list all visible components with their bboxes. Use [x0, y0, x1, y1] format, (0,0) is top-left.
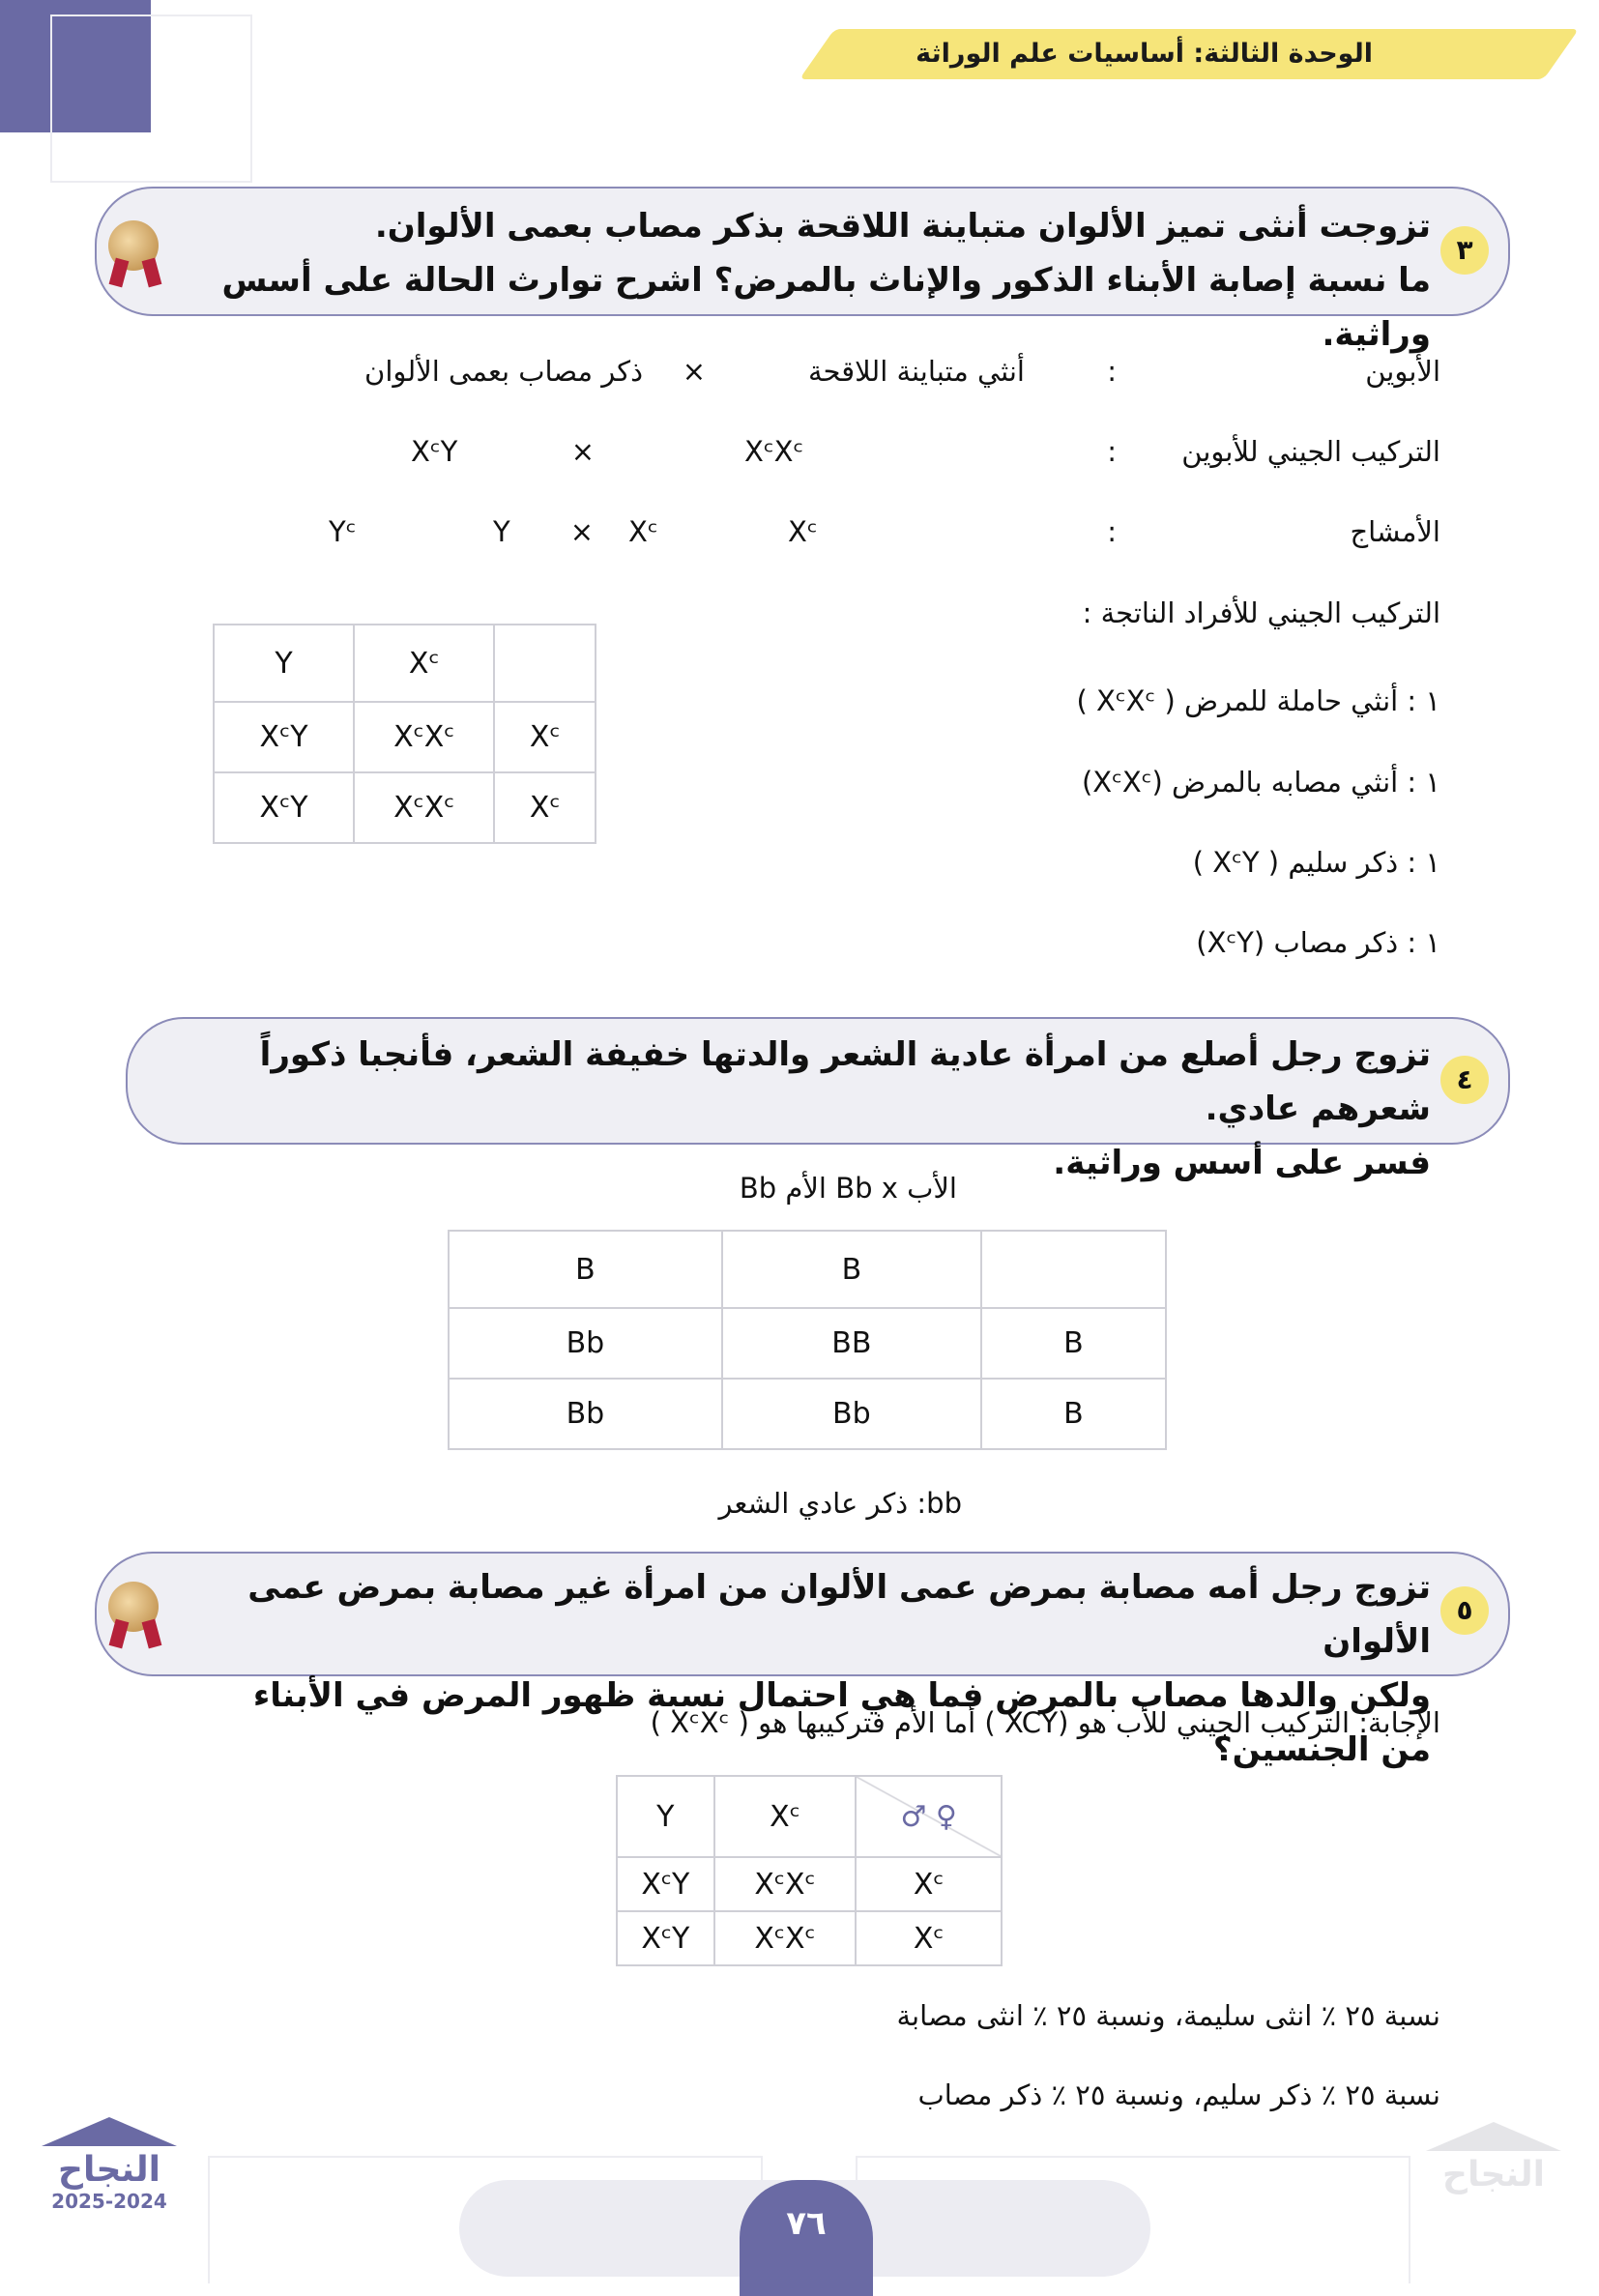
page-number: ٧٦	[740, 2180, 873, 2296]
offspring-line: ١ : أنثي مصابه بالمرض (XᶜXᶜ)	[1081, 766, 1440, 799]
result-line: bb: ذكر عادي الشعر	[718, 1487, 962, 1520]
offspring-title: التركيب الجيني للأفراد الناتجة :	[1082, 596, 1440, 629]
question-number: ٤	[1440, 1056, 1489, 1104]
punnett-square-q3: Y Xᶜ XᶜY XᶜXᶜ Xᶜ XᶜY XᶜXᶜ Xᶜ	[213, 624, 596, 844]
ratio-line: نسبة ٢٥ ٪ ذكر سليم، ونسبة ٢٥ ٪ ذكر مصاب	[917, 2078, 1440, 2111]
watermark-logo: النجاح	[1421, 2122, 1566, 2248]
offspring-line: ١ : ذكر مصاب (XᶜY)	[1196, 926, 1440, 959]
ratio-line: نسبة ٢٥ ٪ انثى سليمة، ونسبة ٢٥ ٪ انثى مصابة	[896, 1999, 1440, 2032]
label-parents: الأبوين	[1365, 355, 1440, 388]
label-gametes: الأمشاج	[1350, 515, 1440, 548]
parent-male: ذكر مصاب بعمى الألوان	[364, 355, 643, 388]
offspring-line: ١ : ذكر سليم ( XᶜY )	[1192, 846, 1440, 879]
parent-female: أنثي متباينة اللاقحة	[807, 355, 1025, 388]
offspring-line: ١ : أنثي حاملة للمرض ( XᶜXᶜ )	[1076, 684, 1440, 717]
gamete: Xᶜ	[788, 515, 818, 548]
punnett-square-q4: B B Bb BB B Bb Bb B	[448, 1230, 1167, 1450]
cap-icon	[42, 2117, 177, 2146]
punnett-square-q5: Y Xᶜ ♂ ♀ XᶜY XᶜXᶜ Xᶜ XᶜY XᶜXᶜ Xᶜ	[616, 1775, 1003, 1966]
unit-title: الوحدة الثالثة: أساسيات علم الوراثة	[916, 39, 1373, 69]
cross-line: الأب Bb x الأم Bb	[739, 1172, 957, 1205]
gamete: Yᶜ	[329, 515, 357, 548]
cap-icon	[1426, 2122, 1561, 2151]
question-number: ٣	[1440, 226, 1489, 275]
gamete: Y	[493, 515, 510, 548]
answer-line: الإجابة: التركيب الجيني للأب هو (XCY ) أما الأم فتركيبها هو ( XᶜXᶜ )	[650, 1706, 1440, 1739]
question-number: ٥	[1440, 1586, 1489, 1635]
sex-symbols-icon: ♂ ♀	[856, 1776, 1002, 1857]
gamete: Xᶜ	[628, 515, 658, 548]
decorative-frame	[50, 15, 252, 183]
male-genotype: XᶜY	[411, 435, 458, 468]
label-parent-genotype: التركيب الجيني للأبوين	[1181, 435, 1440, 468]
question-text: تزوج رجل أصلع من امرأة عادية الشعر والدتها خفيفة الشعر، فأنجبا ذكوراً شعرهم عادي. فسر على أسس وراثية.	[259, 1035, 1431, 1182]
logo: النجاح 2025-2024	[37, 2117, 182, 2252]
question-text: تزوجت أنثى تميز الألوان متباينة اللاقحة بذكر مصاب بعمى الألوان. ما نسبة إصابة الأبناء الذكور والإناث بالمرض؟ اشرح توارث الحالة على أسس وراثية.	[221, 207, 1431, 354]
question-text: تزوج رجل أمه مصابة بمرض عمى الألوان من امرأة غير مصابة بمرض عمى الألوان ولكن والدها مصاب بالمرض فما هي احتمال نسبة ظهور المرض في الأبناء من الجنسين؟	[247, 1568, 1431, 1769]
female-genotype: XᶜXᶜ	[744, 435, 804, 468]
